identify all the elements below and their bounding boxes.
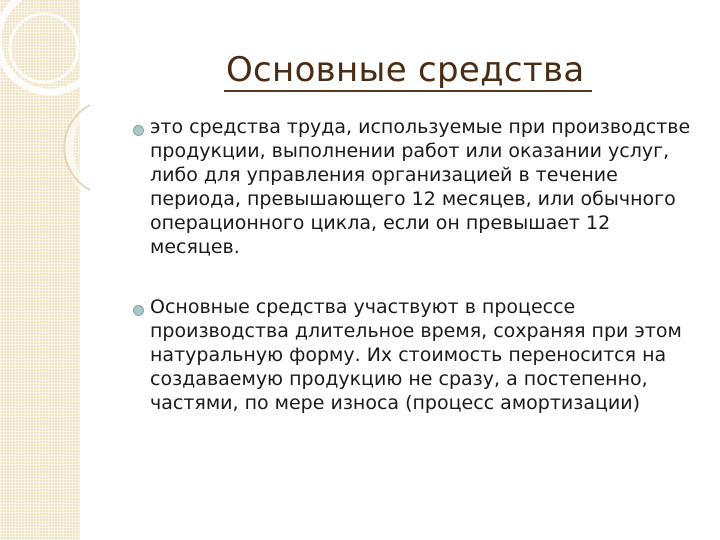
title-underline (224, 90, 592, 92)
bullet-dot-icon (133, 125, 144, 136)
bullet-item-depreciation: Основные средства участвуют в процессе производства длительное время, сохраняя при этом натуральную форму. Их стоимость переносится на создаваемую продукцию не сразу, а постепенно, частями, по мере износа (процесс амортизации) (150, 296, 682, 414)
slide-title: Основные средства (226, 50, 585, 90)
bullet-dot-icon (133, 305, 144, 316)
bullet-item-definition: это средства труда, используемые при производстве продукции, выполнении работ или оказании услуг, либо для управления организацией в течение периода, превышающего 12 месяцев, или обычного операционного цикла, если он превышает 12 месяцев. (150, 116, 691, 258)
